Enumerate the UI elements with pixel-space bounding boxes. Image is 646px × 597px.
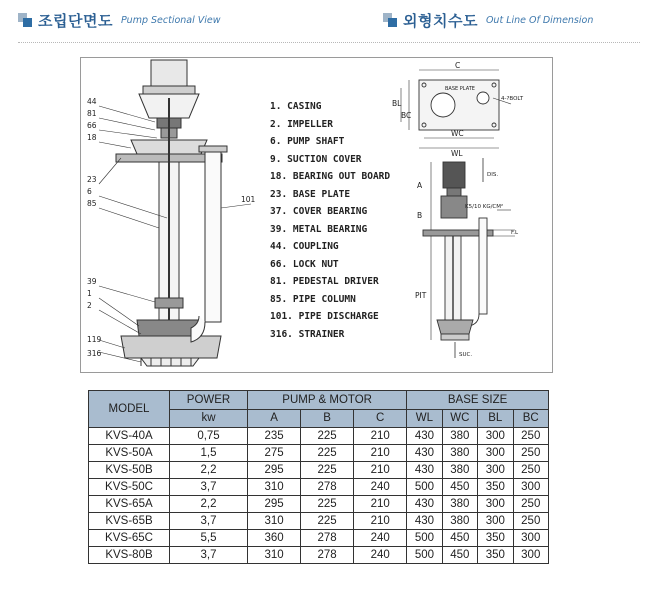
- dim-label-wl: WL: [451, 149, 463, 158]
- cell-a: 310: [248, 479, 301, 496]
- cell-kw: 3,7: [170, 479, 248, 496]
- cell-a: 360: [248, 530, 301, 547]
- section-header-sectional-view: [18, 8, 221, 32]
- cell-c: 210: [354, 496, 407, 513]
- cell-kw: 2,2: [170, 496, 248, 513]
- cell-bl: 300: [478, 462, 513, 479]
- callout-119: 119: [87, 335, 102, 344]
- callout-101: 101: [241, 195, 256, 204]
- part-item: 23. BASE PLATE: [270, 188, 351, 200]
- part-item: 81. PEDESTAL DRIVER: [270, 276, 379, 287]
- th-c: C: [354, 409, 407, 428]
- table-row: [89, 445, 549, 462]
- table-row: [89, 513, 549, 530]
- cell-a: 310: [248, 547, 301, 564]
- pump-drawing-panel: [80, 57, 553, 373]
- th-pump-motor: PUMP & MOTOR: [248, 391, 407, 410]
- cell-wl: 500: [407, 530, 442, 547]
- callout-44: 44: [87, 97, 97, 106]
- callout-39: 39: [87, 277, 97, 286]
- cell-c: 210: [354, 462, 407, 479]
- dim-label-fl: F.L: [511, 230, 519, 236]
- cell-bl: 350: [478, 530, 513, 547]
- cell-wc: 450: [442, 479, 477, 496]
- cell-bc: 250: [513, 462, 548, 479]
- cell-wl: 500: [407, 547, 442, 564]
- header-divider: [18, 42, 640, 43]
- part-item: 1. CASING: [270, 101, 322, 112]
- cell-wc: 380: [442, 445, 477, 462]
- cell-a: 295: [248, 462, 301, 479]
- th-bl: BL: [478, 409, 513, 428]
- cell-bl: 300: [478, 445, 513, 462]
- part-item: 316. STRAINER: [270, 328, 345, 340]
- outline-dimension-title-korean: 외형치수도: [403, 11, 478, 30]
- dim-label-c: C: [455, 61, 461, 70]
- th-model: MODEL: [89, 391, 170, 428]
- cell-wl: 430: [407, 445, 442, 462]
- section-header-outline-dimension: [383, 8, 593, 32]
- dim-label-bc: BC: [401, 111, 412, 120]
- callout-2: 2: [87, 301, 92, 310]
- dim-label-pressure: K5/10 KG/CM²: [465, 204, 504, 210]
- callout-66: 66: [87, 121, 97, 130]
- sectional-view-title-english: Pump Sectional View: [120, 14, 221, 26]
- cell-wc: 380: [442, 428, 477, 445]
- table-row: [89, 547, 549, 564]
- cell-bc: 300: [513, 530, 548, 547]
- cell-a: 295: [248, 496, 301, 513]
- cell-a: 235: [248, 428, 301, 445]
- table-row: [89, 530, 549, 547]
- cell-b: 225: [301, 445, 354, 462]
- th-wc: WC: [442, 409, 477, 428]
- callout-6: 6: [87, 187, 92, 196]
- th-power: POWER: [170, 391, 248, 410]
- cell-kw: 2,2: [170, 462, 248, 479]
- cell-bl: 300: [478, 428, 513, 445]
- cell-bc: 300: [513, 547, 548, 564]
- cell-a: 275: [248, 445, 301, 462]
- table-row: [89, 496, 549, 513]
- cell-b: 225: [301, 428, 354, 445]
- sectional-view-drawing: [99, 60, 251, 366]
- part-item: 2. IMPELLER: [270, 118, 333, 130]
- part-item: 66. LOCK NUT: [270, 258, 339, 270]
- dim-label-wc: WC: [451, 129, 464, 138]
- cell-b: 225: [301, 496, 354, 513]
- cell-wc: 380: [442, 496, 477, 513]
- part-item: 37. COVER BEARING: [270, 206, 368, 217]
- cell-kw: 3,7: [170, 513, 248, 530]
- cell-b: 278: [301, 479, 354, 496]
- dim-label-pit: PIT: [415, 291, 427, 300]
- cell-wc: 450: [442, 530, 477, 547]
- dim-label-base-plate: BASE PLATE: [445, 86, 475, 92]
- part-item: 85. PIPE COLUMN: [270, 293, 356, 305]
- cell-bc: 250: [513, 496, 548, 513]
- dim-label-bl: BL: [392, 99, 402, 108]
- part-item: 39. METAL BEARING: [270, 223, 368, 235]
- cell-wl: 430: [407, 513, 442, 530]
- table-row: [89, 462, 549, 479]
- part-item: 44. COUPLING: [270, 241, 339, 252]
- cell-wc: 450: [442, 547, 477, 564]
- th-kw: kw: [170, 409, 248, 428]
- cell-model: KVS-80B: [89, 547, 170, 564]
- cell-b: 225: [301, 462, 354, 479]
- cell-wc: 380: [442, 462, 477, 479]
- th-b: B: [301, 409, 354, 428]
- th-bc: BC: [513, 409, 548, 428]
- cell-c: 210: [354, 445, 407, 462]
- cell-bc: 250: [513, 445, 548, 462]
- callout-1: 1: [87, 289, 92, 298]
- cell-wl: 430: [407, 462, 442, 479]
- th-base-size: BASE SIZE: [407, 391, 549, 410]
- cell-bc: 300: [513, 479, 548, 496]
- callout-18: 18: [87, 133, 97, 142]
- cell-model: KVS-50B: [89, 462, 170, 479]
- cell-bl: 350: [478, 479, 513, 496]
- part-item: 18. BEARING OUT BOARD: [270, 171, 391, 182]
- callout-85: 85: [87, 199, 97, 208]
- cell-c: 240: [354, 530, 407, 547]
- cell-c: 240: [354, 547, 407, 564]
- callout-81: 81: [87, 109, 97, 118]
- dim-label-bolt: 4-?BOLT: [501, 96, 524, 102]
- cell-b: 278: [301, 530, 354, 547]
- cell-model: KVS-50C: [89, 479, 170, 496]
- table-row: [89, 428, 549, 445]
- dim-label-dis: DIS.: [487, 172, 499, 178]
- cell-model: KVS-65A: [89, 496, 170, 513]
- cell-wl: 430: [407, 496, 442, 513]
- cell-wl: 500: [407, 479, 442, 496]
- part-item: 101. PIPE DISCHARGE: [270, 311, 379, 322]
- part-item: 9. SUCTION COVER: [270, 153, 362, 165]
- th-wl: WL: [407, 409, 442, 428]
- cell-model: KVS-50A: [89, 445, 170, 462]
- dim-label-a: A: [417, 181, 423, 190]
- cell-c: 210: [354, 513, 407, 530]
- cell-b: 225: [301, 513, 354, 530]
- cell-b: 278: [301, 547, 354, 564]
- cell-wc: 380: [442, 513, 477, 530]
- callout-23: 23: [87, 175, 97, 184]
- cell-c: 210: [354, 428, 407, 445]
- sectional-view-title-korean: 조립단면도: [38, 11, 113, 30]
- spec-table: [88, 390, 549, 564]
- cell-model: KVS-40A: [89, 428, 170, 445]
- cell-bc: 250: [513, 513, 548, 530]
- bullet-squares-icon: [383, 13, 397, 27]
- cell-bl: 300: [478, 513, 513, 530]
- part-item: 6. PUMP SHAFT: [270, 136, 345, 147]
- cell-wl: 430: [407, 428, 442, 445]
- cell-kw: 3,7: [170, 547, 248, 564]
- parts-list: [270, 98, 390, 343]
- cell-bc: 250: [513, 428, 548, 445]
- cell-a: 310: [248, 513, 301, 530]
- cell-c: 240: [354, 479, 407, 496]
- dim-label-suc: SUC.: [459, 352, 473, 358]
- callout-316: 316: [87, 349, 102, 358]
- th-a: A: [248, 409, 301, 428]
- bullet-squares-icon: [18, 13, 32, 27]
- cell-bl: 350: [478, 547, 513, 564]
- dim-label-b: B: [417, 211, 423, 220]
- cell-model: KVS-65C: [89, 530, 170, 547]
- cell-model: KVS-65B: [89, 513, 170, 530]
- cell-kw: 0,75: [170, 428, 248, 445]
- cell-kw: 5,5: [170, 530, 248, 547]
- outline-dimension-title-english: Out Line Of Dimension: [485, 14, 594, 26]
- cell-kw: 1,5: [170, 445, 248, 462]
- cell-bl: 300: [478, 496, 513, 513]
- table-row: [89, 479, 549, 496]
